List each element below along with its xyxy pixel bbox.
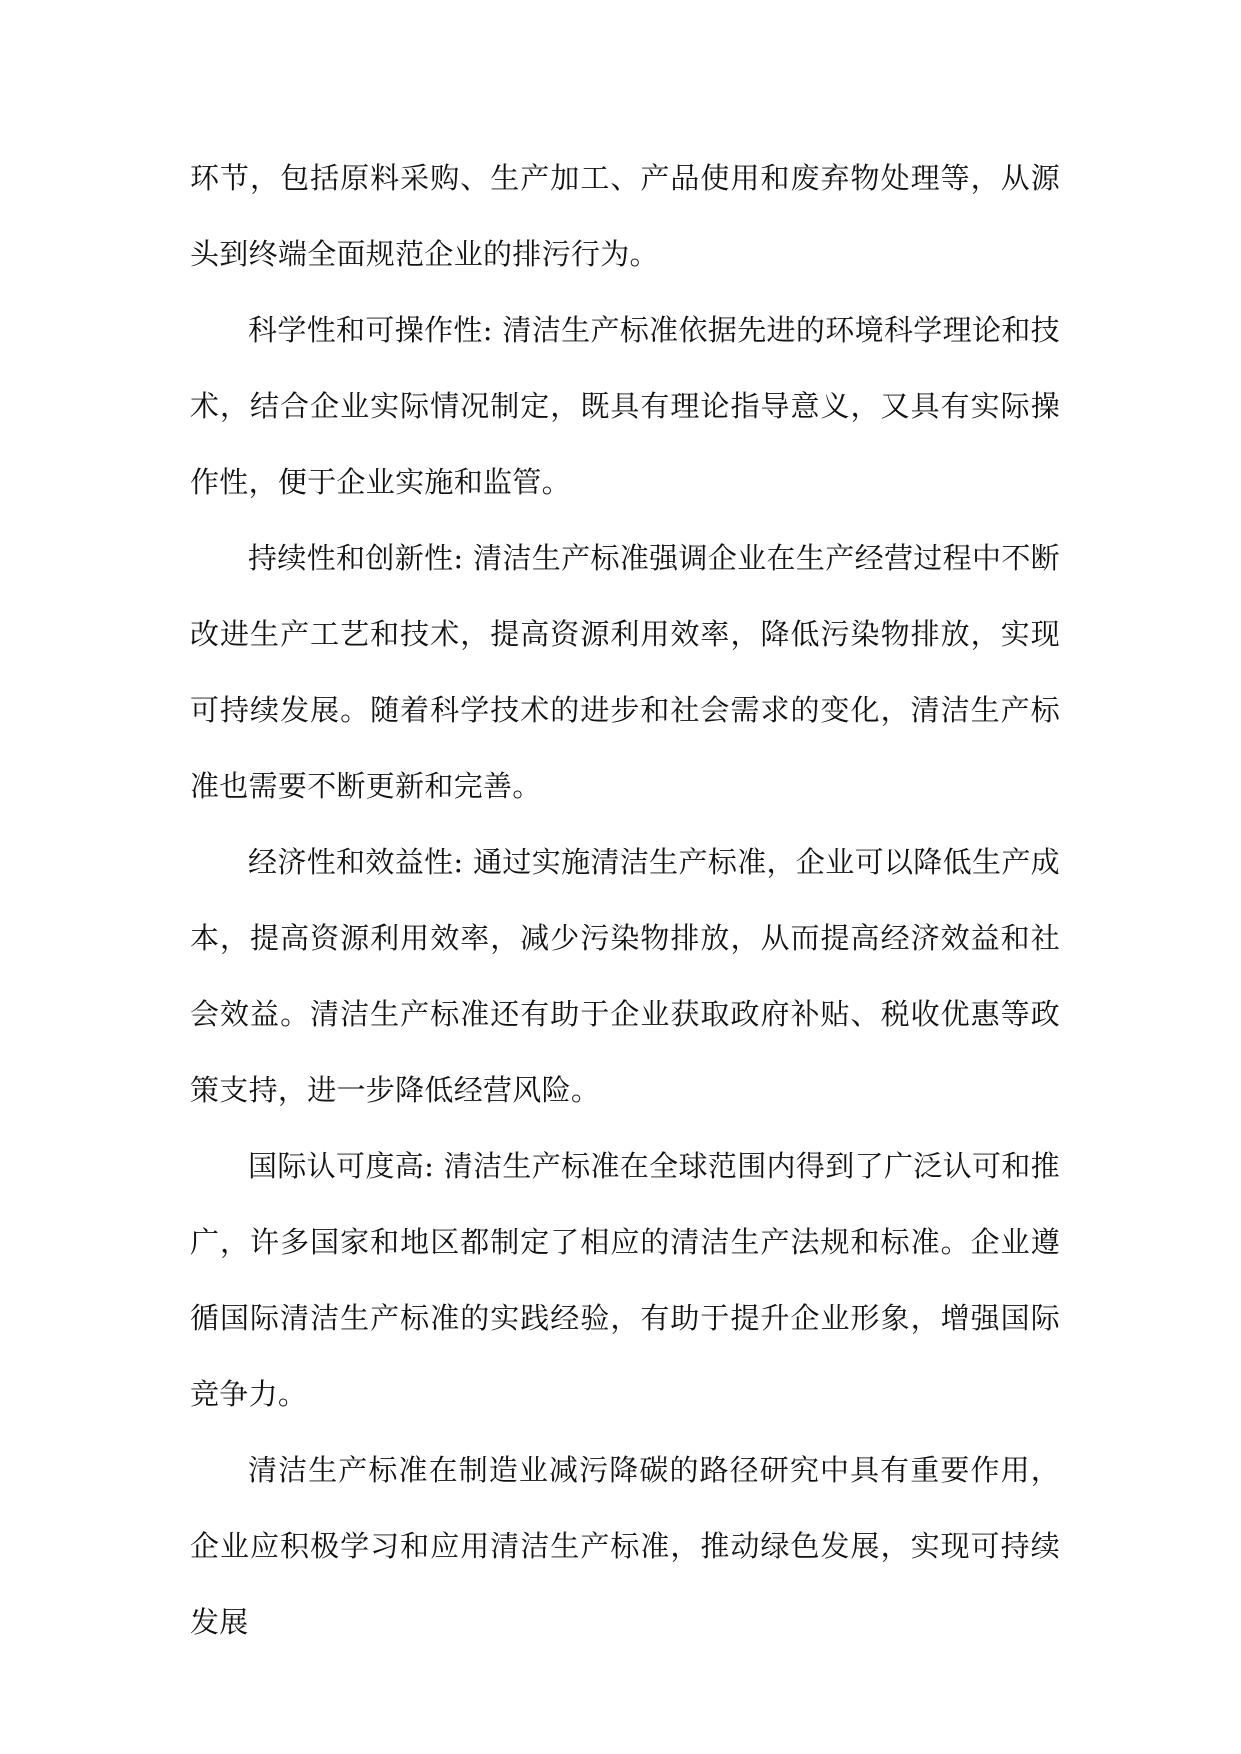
paragraph-continued: 环节，包括原料采购、生产加工、产品使用和废弃物处理等，从源头到终端全面规范企业的排污行为。 [190, 161, 1060, 271]
paragraph-conclusion: 清洁生产标准在制造业减污降碳的路径研究中具有重要作用，企业应积极学习和应用清洁生产标准，推动绿色发展，实现可持续发展 [190, 1453, 1060, 1639]
paragraph-international-recognition: 国际认可度高: 清洁生产标准在全球范围内得到了广泛认可和推广，许多国家和地区都制定了相应的清洁生产法规和标准。企业遵循国际清洁生产标准的实践经验，有助于提升企业形象，增强国际竞争力。 [190, 1149, 1060, 1411]
paragraph-sustainability-innovation: 持续性和创新性: 清洁生产标准强调企业在生产经营过程中不断改进生产工艺和技术，提高资源利用效率，降低污染物排放，实现可持续发展。随着科学技术的进步和社会需求的变化，清洁生产标准也需要不断更新和完善。 [190, 541, 1060, 803]
document-body [190, 140, 1060, 1660]
paragraph-scientific-operability: 科学性和可操作性: 清洁生产标准依据先进的环境科学理论和技术，结合企业实际情况制定，既具有理论指导意义，又具有实际操作性，便于企业实施和监管。 [190, 313, 1060, 499]
paragraph-economic-benefit: 经济性和效益性: 通过实施清洁生产标准，企业可以降低生产成本，提高资源利用效率，减少污染物排放，从而提高经济效益和社会效益。清洁生产标准还有助于企业获取政府补贴、税收优惠等政策支持，进一步降低经营风险。 [190, 845, 1060, 1107]
